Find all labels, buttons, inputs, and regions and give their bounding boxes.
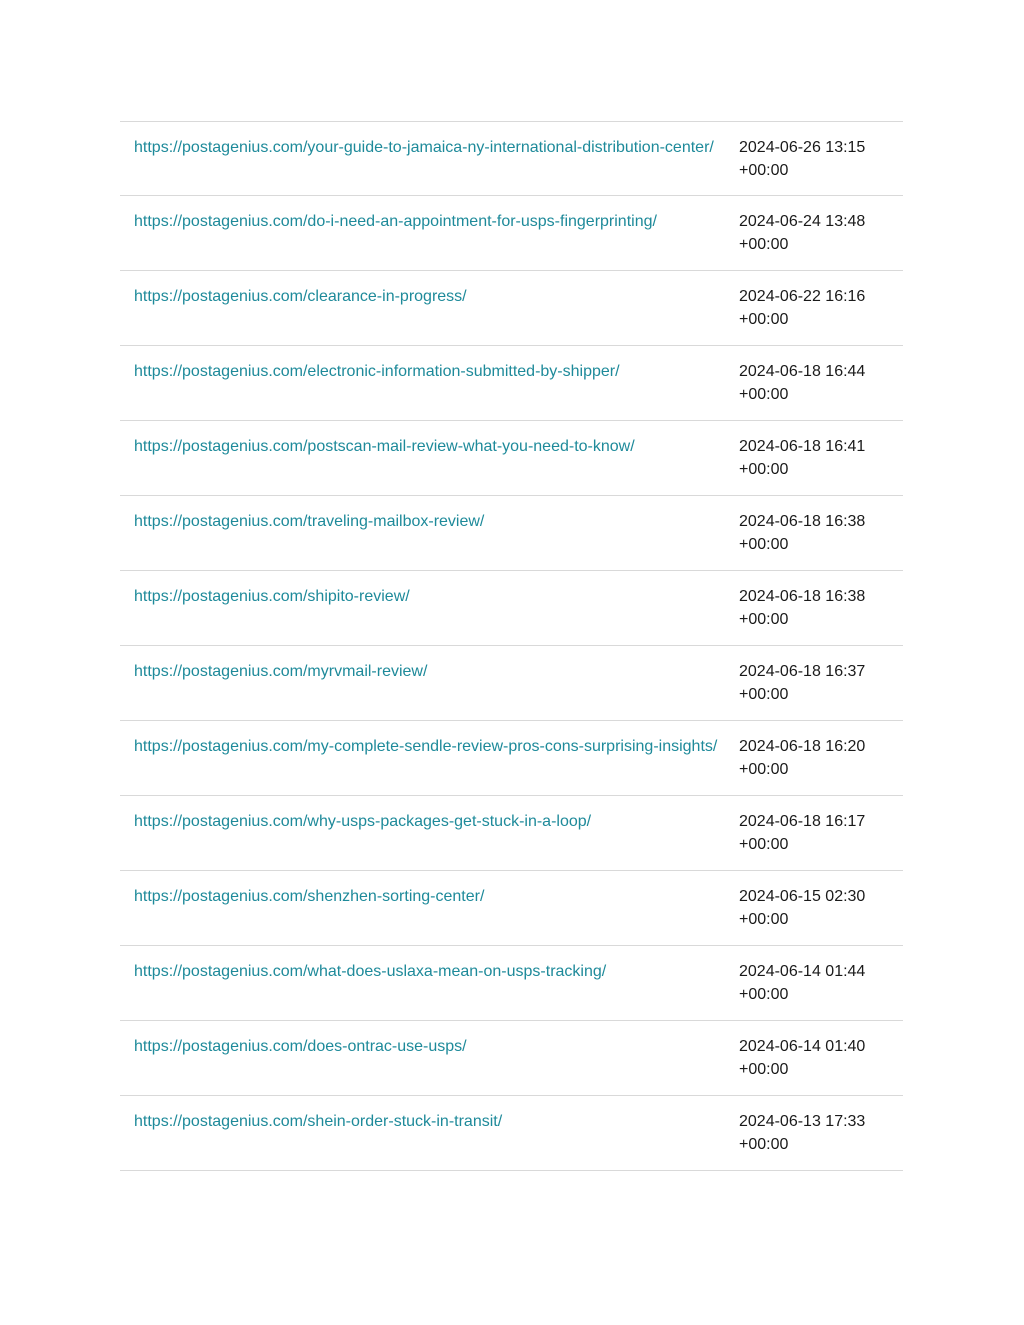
table-row	[120, 796, 903, 871]
page-url-link[interactable]: https://postagenius.com/clearance-in-progress/	[134, 288, 467, 305]
page-url-link[interactable]: https://postagenius.com/shipito-review/	[134, 588, 410, 605]
last-modified-date: 2024-06-24 13:48 +00:00	[739, 213, 866, 253]
page-url-link[interactable]: https://postagenius.com/your-guide-to-jamaica-ny-international-distribution-center/	[134, 139, 714, 156]
page-url-link[interactable]: https://postagenius.com/my-complete-sendle-review-pros-cons-surprising-insights/	[134, 738, 718, 755]
table-row	[120, 271, 903, 346]
table-row	[120, 421, 903, 496]
page-url-link[interactable]: https://postagenius.com/why-usps-packages-get-stuck-in-a-loop/	[134, 813, 592, 830]
table-row	[120, 122, 903, 196]
last-modified-date: 2024-06-14 01:40 +00:00	[739, 1038, 866, 1078]
page-url-link[interactable]: https://postagenius.com/postscan-mail-review-what-you-need-to-know/	[134, 438, 635, 455]
table-row	[120, 871, 903, 946]
last-modified-date: 2024-06-18 16:20 +00:00	[739, 738, 866, 778]
page-url-link[interactable]: https://postagenius.com/shein-order-stuck-in-transit/	[134, 1113, 503, 1130]
table-row	[120, 646, 903, 721]
table-row	[120, 1096, 903, 1171]
last-modified-date: 2024-06-18 16:17 +00:00	[739, 813, 866, 853]
page-url-link[interactable]: https://postagenius.com/electronic-information-submitted-by-shipper/	[134, 363, 620, 380]
page-url-link[interactable]: https://postagenius.com/myrvmail-review/	[134, 663, 428, 680]
table-row	[120, 196, 903, 271]
last-modified-date: 2024-06-14 01:44 +00:00	[739, 963, 866, 1003]
table-row	[120, 346, 903, 421]
last-modified-date: 2024-06-13 17:33 +00:00	[739, 1113, 866, 1153]
last-modified-date: 2024-06-18 16:38 +00:00	[739, 513, 866, 553]
page-url-link[interactable]: https://postagenius.com/what-does-uslaxa-mean-on-usps-tracking/	[134, 963, 607, 980]
page-url-link[interactable]: https://postagenius.com/do-i-need-an-appointment-for-usps-fingerprinting/	[134, 213, 657, 230]
table-row	[120, 721, 903, 796]
table-row	[120, 946, 903, 1021]
table-row	[120, 571, 903, 646]
last-modified-date: 2024-06-18 16:41 +00:00	[739, 438, 866, 478]
table-row	[120, 496, 903, 571]
last-modified-date: 2024-06-22 16:16 +00:00	[739, 288, 866, 328]
page-url-link[interactable]: https://postagenius.com/shenzhen-sorting-center/	[134, 888, 485, 905]
page-url-link[interactable]: https://postagenius.com/traveling-mailbox-review/	[134, 513, 485, 530]
last-modified-date: 2024-06-26 13:15 +00:00	[739, 139, 866, 179]
last-modified-date: 2024-06-18 16:44 +00:00	[739, 363, 866, 403]
last-modified-date: 2024-06-18 16:38 +00:00	[739, 588, 866, 628]
page-url-link[interactable]: https://postagenius.com/does-ontrac-use-usps/	[134, 1038, 467, 1055]
last-modified-date: 2024-06-18 16:37 +00:00	[739, 663, 866, 703]
table-row	[120, 1021, 903, 1096]
sitemap-table	[120, 121, 903, 1171]
last-modified-date: 2024-06-15 02:30 +00:00	[739, 888, 866, 928]
